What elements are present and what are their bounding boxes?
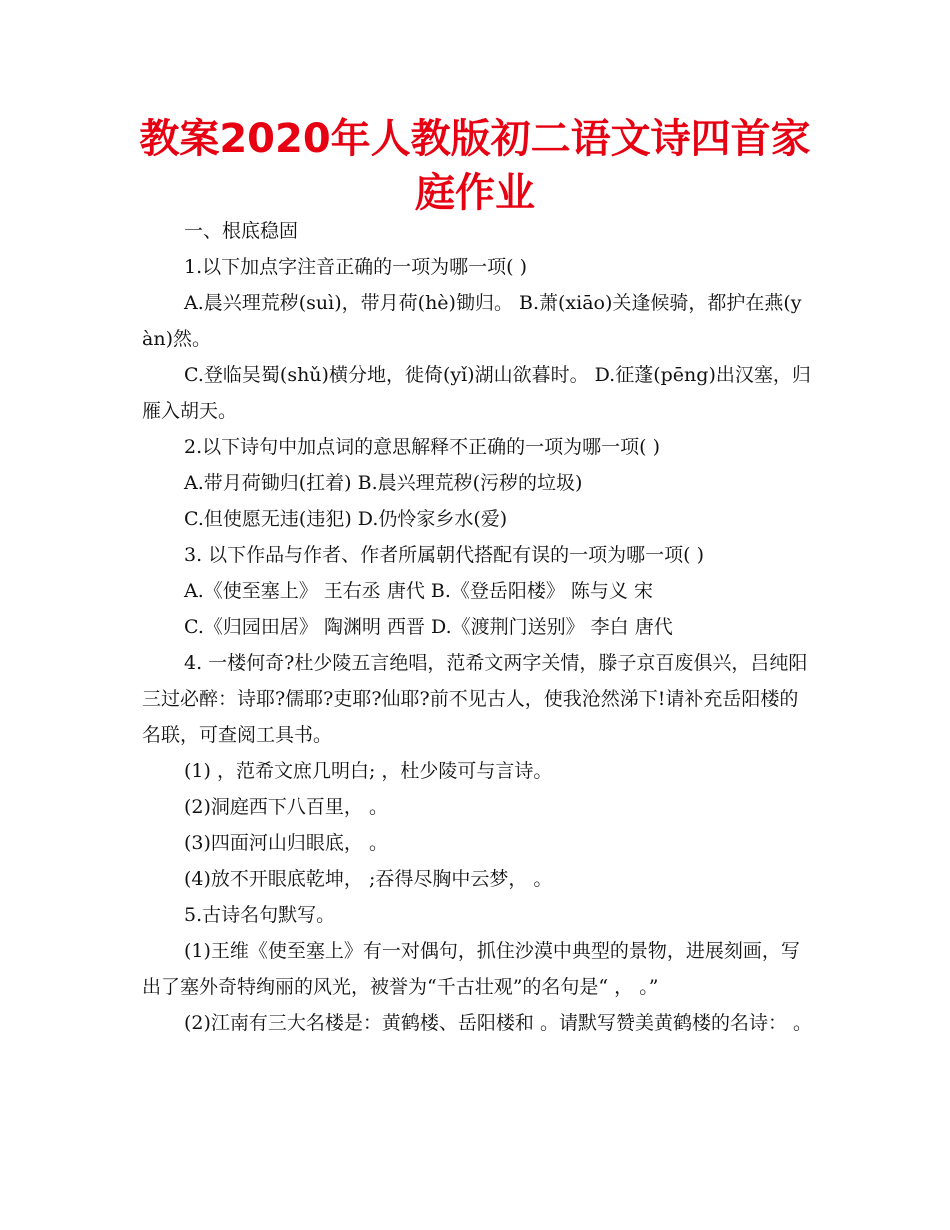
question-1-options-ab: A.晨兴理荒秽(suì)，带月荷(hè)锄归。 B.萧(xiāo)关逢候骑，都护在燕(yàn)然。 bbox=[142, 292, 802, 350]
question-5-item-1: (1)王维《使至塞上》有一对偶句，抓住沙漠中典型的景物，进展刻画，写出了塞外奇特绚丽的风光，被誉为“千古壮观”的名句是“ ， 。” bbox=[142, 940, 800, 998]
question-1: 1.以下加点字注音正确的一项为哪一项( ) bbox=[184, 256, 527, 278]
question-5: 5.古诗名句默写。 bbox=[184, 904, 336, 926]
document-title: 教案2020年人教版初二语文诗四首家庭作业 bbox=[139, 116, 811, 216]
question-3-options-ab: A.《使至塞上》 王右丞 唐代 B.《登岳阳楼》 陈与义 宋 bbox=[184, 580, 653, 602]
question-3: 3. 以下作品与作者、作者所属朝代搭配有误的一项为哪一项( ) bbox=[184, 544, 705, 566]
question-1-options-cd: C.登临吴蜀(shǔ)横分地，徙倚(yǐ)湖山欲暮时。 D.征蓬(pēng)出汉塞，归雁入胡天。 bbox=[142, 364, 811, 422]
question-4-item-2: (2)洞庭西下八百里， 。 bbox=[184, 796, 388, 818]
question-2: 2.以下诗句中加点词的意思解释不正确的一项为哪一项( ) bbox=[184, 436, 660, 458]
question-3-options-cd: C.《归园田居》 陶渊明 西晋 D.《渡荆门送别》 李白 唐代 bbox=[184, 616, 673, 638]
question-4-item-3: (3)四面河山归眼底， 。 bbox=[184, 832, 388, 854]
document-body bbox=[142, 213, 812, 1041]
question-2-options-cd: C.但使愿无违(违犯) D.仍怜家乡水(爱) bbox=[184, 508, 508, 530]
question-5-item-2: (2)江南有三大名楼是：黄鹤楼、岳阳楼和 。请默写赞美黄鹤楼的名诗： 。 bbox=[184, 1012, 812, 1034]
question-4-item-1: (1) ，范希文庶几明白; ，杜少陵可与言诗。 bbox=[184, 760, 553, 782]
section-heading: 一、根底稳固 bbox=[184, 220, 299, 242]
question-4-item-4: (4)放不开眼底乾坤， ;吞得尽胸中云梦， 。 bbox=[184, 868, 553, 890]
question-2-options-ab: A.带月荷锄归(扛着) B.晨兴理荒秽(污秽的垃圾) bbox=[184, 472, 583, 494]
question-4: 4. 一楼何奇?杜少陵五言绝唱，范希文两字关情，滕子京百废俱兴，吕纯阳三过必醉：诗耶?儒耶?吏耶?仙耶?前不见古人，使我沧然涕下!请补充岳阳楼的名联，可查阅工具书。 bbox=[142, 652, 808, 746]
